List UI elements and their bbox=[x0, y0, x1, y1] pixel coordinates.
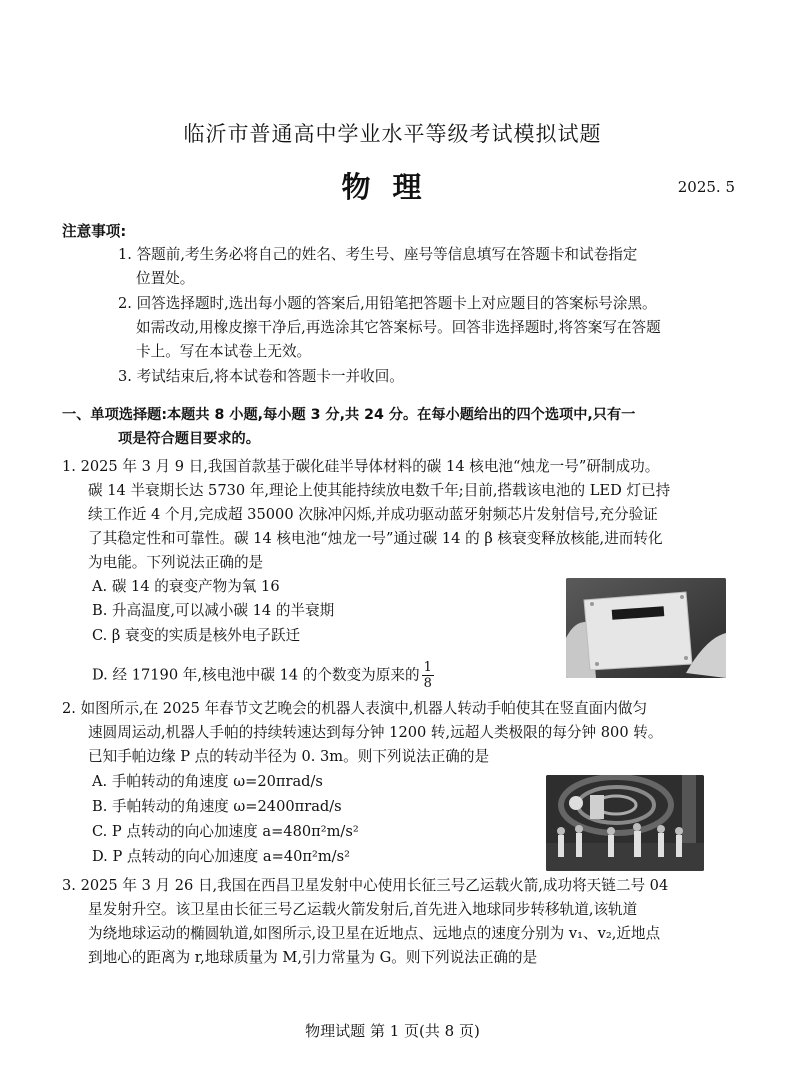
robot-performance-photo bbox=[546, 775, 704, 871]
note-line: 3. 考试结束后,将本试卷和答题卡一并收回。 bbox=[118, 368, 404, 385]
q1-option-d-text: D. 经 17190 年,核电池中碳 14 的个数变为原来的 bbox=[92, 666, 420, 684]
q3-stem-line: 为绕地球运动的椭圆轨道,如图所示,设卫星在近地点、远地点的速度分别为 v₁、v₂,近地点 bbox=[88, 925, 661, 942]
section-heading-cont: 项是符合题目要求的。 bbox=[118, 431, 260, 447]
q1-stem-line: 续工作近 4 个月,完成超 35000 次脉冲闪烁,并成功驱动蓝牙射频芯片发射信号,充分验证 bbox=[88, 506, 658, 523]
battery-photo bbox=[566, 578, 726, 678]
fraction-denominator: 8 bbox=[423, 676, 432, 691]
q1-stem-line: 为电能。下列说法正确的是 bbox=[88, 554, 264, 571]
q2-option-a: A. 手帕转动的角速度 ω=20πrad/s bbox=[92, 773, 323, 790]
fraction bbox=[422, 660, 434, 691]
q1-stem-line: 碳 14 半衰期长达 5730 年,理论上使其能持续放电数千年;目前,搭载该电池的 LED 灯已持 bbox=[88, 482, 671, 499]
q1-option-a: A. 碳 14 的衰变产物为氧 16 bbox=[92, 578, 280, 595]
q2-option-c: C. P 点转动的向心加速度 a=480π²m/s² bbox=[92, 823, 359, 840]
note-line: 1. 答题前,考生务必将自己的姓名、考生号、座号等信息填写在答题卡和试卷指定 bbox=[118, 246, 638, 263]
q1-stem-line: 了其稳定性和可靠性。碳 14 核电池“烛龙一号”通过碳 14 的 β 核衰变释放核能,进而转化 bbox=[88, 530, 663, 547]
q1-option-c: C. β 衰变的实质是核外电子跃迁 bbox=[92, 627, 301, 644]
q1-option-d bbox=[92, 660, 434, 691]
notes-heading: 注意事项: bbox=[62, 223, 127, 240]
note-line: 位置处。 bbox=[136, 270, 195, 287]
q2-stem-line: 2. 如图所示,在 2025 年春节文艺晚会的机器人表演中,机器人转动手帕使其在竖直面内做匀 bbox=[62, 700, 648, 717]
section-heading: 一、单项选择题:本题共 8 小题,每小题 3 分,共 24 分。在每小题给出的四个选项中,只有一 bbox=[62, 407, 636, 423]
q1-stem-line: 1. 2025 年 3 月 9 日,我国首款基于碳化硅半导体材料的碳 14 核电池“烛龙一号”研制成功。 bbox=[62, 458, 660, 475]
page-footer: 物理试题 第 1 页(共 8 页) bbox=[305, 1022, 480, 1040]
q3-stem-line: 到地心的距离为 r,地球质量为 M,引力常量为 G。则下列说法正确的是 bbox=[88, 949, 538, 966]
q2-stem-line: 已知手帕边缘 P 点的转动半径为 0. 3m。则下列说法正确的是 bbox=[88, 748, 490, 765]
q3-stem-line: 星发射升空。该卫星由长征三号乙运载火箭发射后,首先进入地球同步转移轨道,该轨道 bbox=[88, 901, 638, 918]
exam-title: 临沂市普通高中学业水平等级考试模拟试题 bbox=[183, 122, 602, 146]
fraction-numerator: 1 bbox=[423, 660, 432, 675]
subject-title: 物理 bbox=[341, 170, 444, 204]
q3-stem-line: 3. 2025 年 3 月 26 日,我国在西昌卫星发射中心使用长征三号乙运载火箭,成功将天链二号 04 bbox=[62, 877, 669, 894]
exam-date: 2025. 5 bbox=[677, 178, 735, 196]
q1-option-b: B. 升高温度,可以减小碳 14 的半衰期 bbox=[92, 602, 335, 619]
note-line: 卡上。写在本试卷上无效。 bbox=[136, 343, 312, 360]
q2-option-d: D. P 点转动的向心加速度 a=40π²m/s² bbox=[92, 848, 350, 865]
q2-stem-line: 速圆周运动,机器人手帕的持续转速达到每分钟 1200 转,远超人类极限的每分钟 800 转。 bbox=[88, 724, 663, 741]
q2-option-b: B. 手帕转动的角速度 ω=2400πrad/s bbox=[92, 798, 342, 815]
note-line: 2. 回答选择题时,选出每小题的答案后,用铅笔把答题卡上对应题目的答案标号涂黑。 bbox=[118, 295, 657, 312]
note-line: 如需改动,用橡皮擦干净后,再选涂其它答案标号。回答非选择题时,将答案写在答题 bbox=[136, 319, 661, 336]
